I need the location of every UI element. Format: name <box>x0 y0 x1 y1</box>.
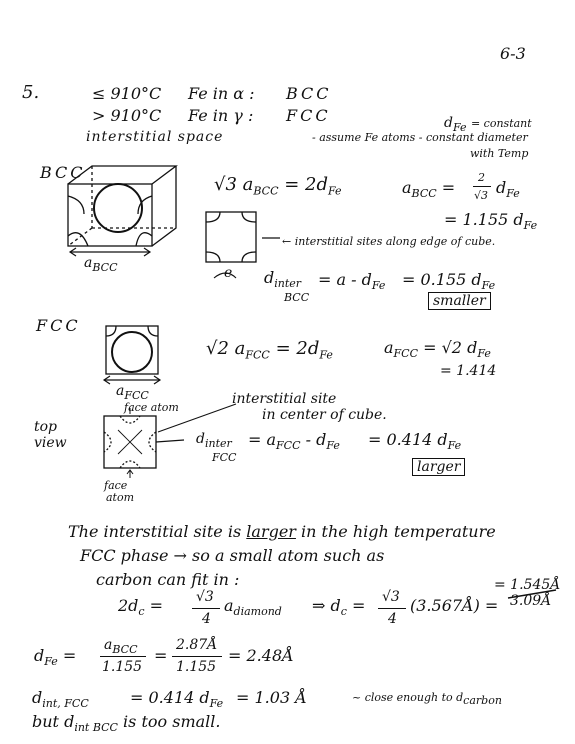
bcc-cube <box>68 166 176 246</box>
final-eq: = 0.414 $d_{Fe}$ <box>130 688 224 711</box>
bcc-arrow-note: ← interstitial sites along edge of cube. <box>282 235 496 248</box>
intro-line3-right2: with Temp <box>470 147 529 160</box>
carbon-lhs: $2d_c$ = <box>118 596 164 619</box>
conclusion-line3: carbon can fit in : <box>96 570 240 589</box>
dfe-note: $d_{Fe}$ = constant <box>444 115 532 134</box>
fcc-label: FCC <box>36 316 81 335</box>
bcc-eq2: $a_{BCC}$ = <box>402 178 456 201</box>
inter-note2: in center of cube. <box>262 407 387 423</box>
dfe-eq-sign: = <box>154 646 168 665</box>
bcc-d-inter-eq2: = 0.155 $d_{Fe}$ <box>402 270 496 293</box>
carbon-arrow: ⇒ $d_c$ = <box>312 596 366 619</box>
carbon-result: = 1.545Å <box>494 577 561 593</box>
page-number: 6-3 <box>500 44 526 63</box>
dfe-frac1-num: $a_{BCC}$ <box>104 637 138 656</box>
face-atom-bottom-1: face <box>104 479 128 492</box>
final-note: ~ close enough to $d_{carbon}$ <box>352 691 502 708</box>
bcc-eq3: = 1.155 $d_{Fe}$ <box>444 210 538 233</box>
bcc-eq1: √3 $a_{BCC} = 2d_{Fe}$ <box>214 174 342 198</box>
bcc-eq2-right: $d_{Fe}$ <box>496 178 520 201</box>
fcc-d-inter-eq2: = 0.414 $d_{Fe}$ <box>368 430 462 453</box>
bcc-d-inter: $d_{inter}$ <box>264 268 302 291</box>
dfe-frac1-den: 1.155 <box>102 659 143 675</box>
final-line2: but $d_{int BCC}$ is too small. <box>32 712 221 735</box>
carbon-frac2-num: √3 <box>382 589 400 605</box>
final-eq2: = 1.03 Å <box>236 688 307 707</box>
carbon-val: (3.567Å) = <box>410 596 499 615</box>
inter-note1: interstitial site <box>232 391 337 407</box>
intro-line2-temp: > 910°C <box>92 106 162 125</box>
carbon-frac2-den: 4 <box>388 611 397 627</box>
top-view-label-2: view <box>34 435 67 451</box>
fcc-result-box: larger <box>412 458 465 476</box>
dfe-frac2-num: 2.87Å <box>176 637 218 653</box>
bcc-label: BCC <box>40 163 86 182</box>
fcc-square <box>106 326 158 374</box>
fcc-d-inter-eq: = $a_{FCC} - d_{Fe}$ <box>248 430 340 453</box>
fcc-eq3: = 1.414 <box>440 363 497 379</box>
bcc-eq2-frac-num: 2 <box>478 171 485 184</box>
intro-line1-phase: Fe in α : <box>188 84 255 103</box>
fcc-d-inter: $d_{inter}$ <box>196 431 232 450</box>
dfe-frac2-den: 1.155 <box>176 659 217 675</box>
carbon-struck: 3.09Å <box>510 593 552 609</box>
intro-line2-phase: Fe in γ : <box>188 106 254 125</box>
bcc-d-inter-sub2: BCC <box>284 291 310 304</box>
fcc-eq2: $a_{FCC} = √2$ $d_{Fe}$ <box>384 338 491 361</box>
bcc-axis-label: $a_{BCC}$ <box>84 255 118 274</box>
conclusion-line2: FCC phase → so a small atom such as <box>80 546 385 565</box>
intro-line1-temp: ≤ 910°C <box>92 84 162 103</box>
carbon-frac-den: 4 <box>202 611 211 627</box>
bcc-face-sketch <box>206 212 280 262</box>
fcc-axis-label: $a_{FCC}$ <box>116 383 149 402</box>
face-atom-top: face atom <box>124 401 179 414</box>
carbon-a: $a_{diamond}$ <box>224 596 282 619</box>
final-dint: $d_{int, FCC}$ <box>32 688 89 711</box>
fcc-d-inter-sub2: FCC <box>212 451 237 464</box>
bcc-result-box: smaller <box>428 292 491 310</box>
problem-number: 5. <box>22 82 40 103</box>
intro-line3-left: interstitial space <box>86 129 224 145</box>
bcc-d-inter-eq: = a - $d_{Fe}$ <box>318 270 386 293</box>
dfe-result: = 2.48Å <box>228 646 294 665</box>
top-view-label-1: top <box>34 419 58 435</box>
face-atom-bottom-2: atom <box>106 491 135 504</box>
intro-line1-struct: BCC <box>286 84 332 103</box>
carbon-frac-num: √3 <box>196 589 214 605</box>
intro-line2-struct: FCC <box>286 106 331 125</box>
fcc-eq1: √2 $a_{FCC} = 2d_{Fe}$ <box>206 338 333 362</box>
bcc-eq2-frac-den: √3 <box>474 189 489 202</box>
top-view-square <box>104 416 156 468</box>
intro-line3-right: - assume Fe atoms - constant diameter <box>312 131 528 144</box>
dfe-lhs: $d_{Fe}$ = <box>34 646 77 669</box>
conclusion-line1: The interstitial site is larger in the high temperature <box>68 522 496 541</box>
bcc-marker: e <box>224 265 233 281</box>
